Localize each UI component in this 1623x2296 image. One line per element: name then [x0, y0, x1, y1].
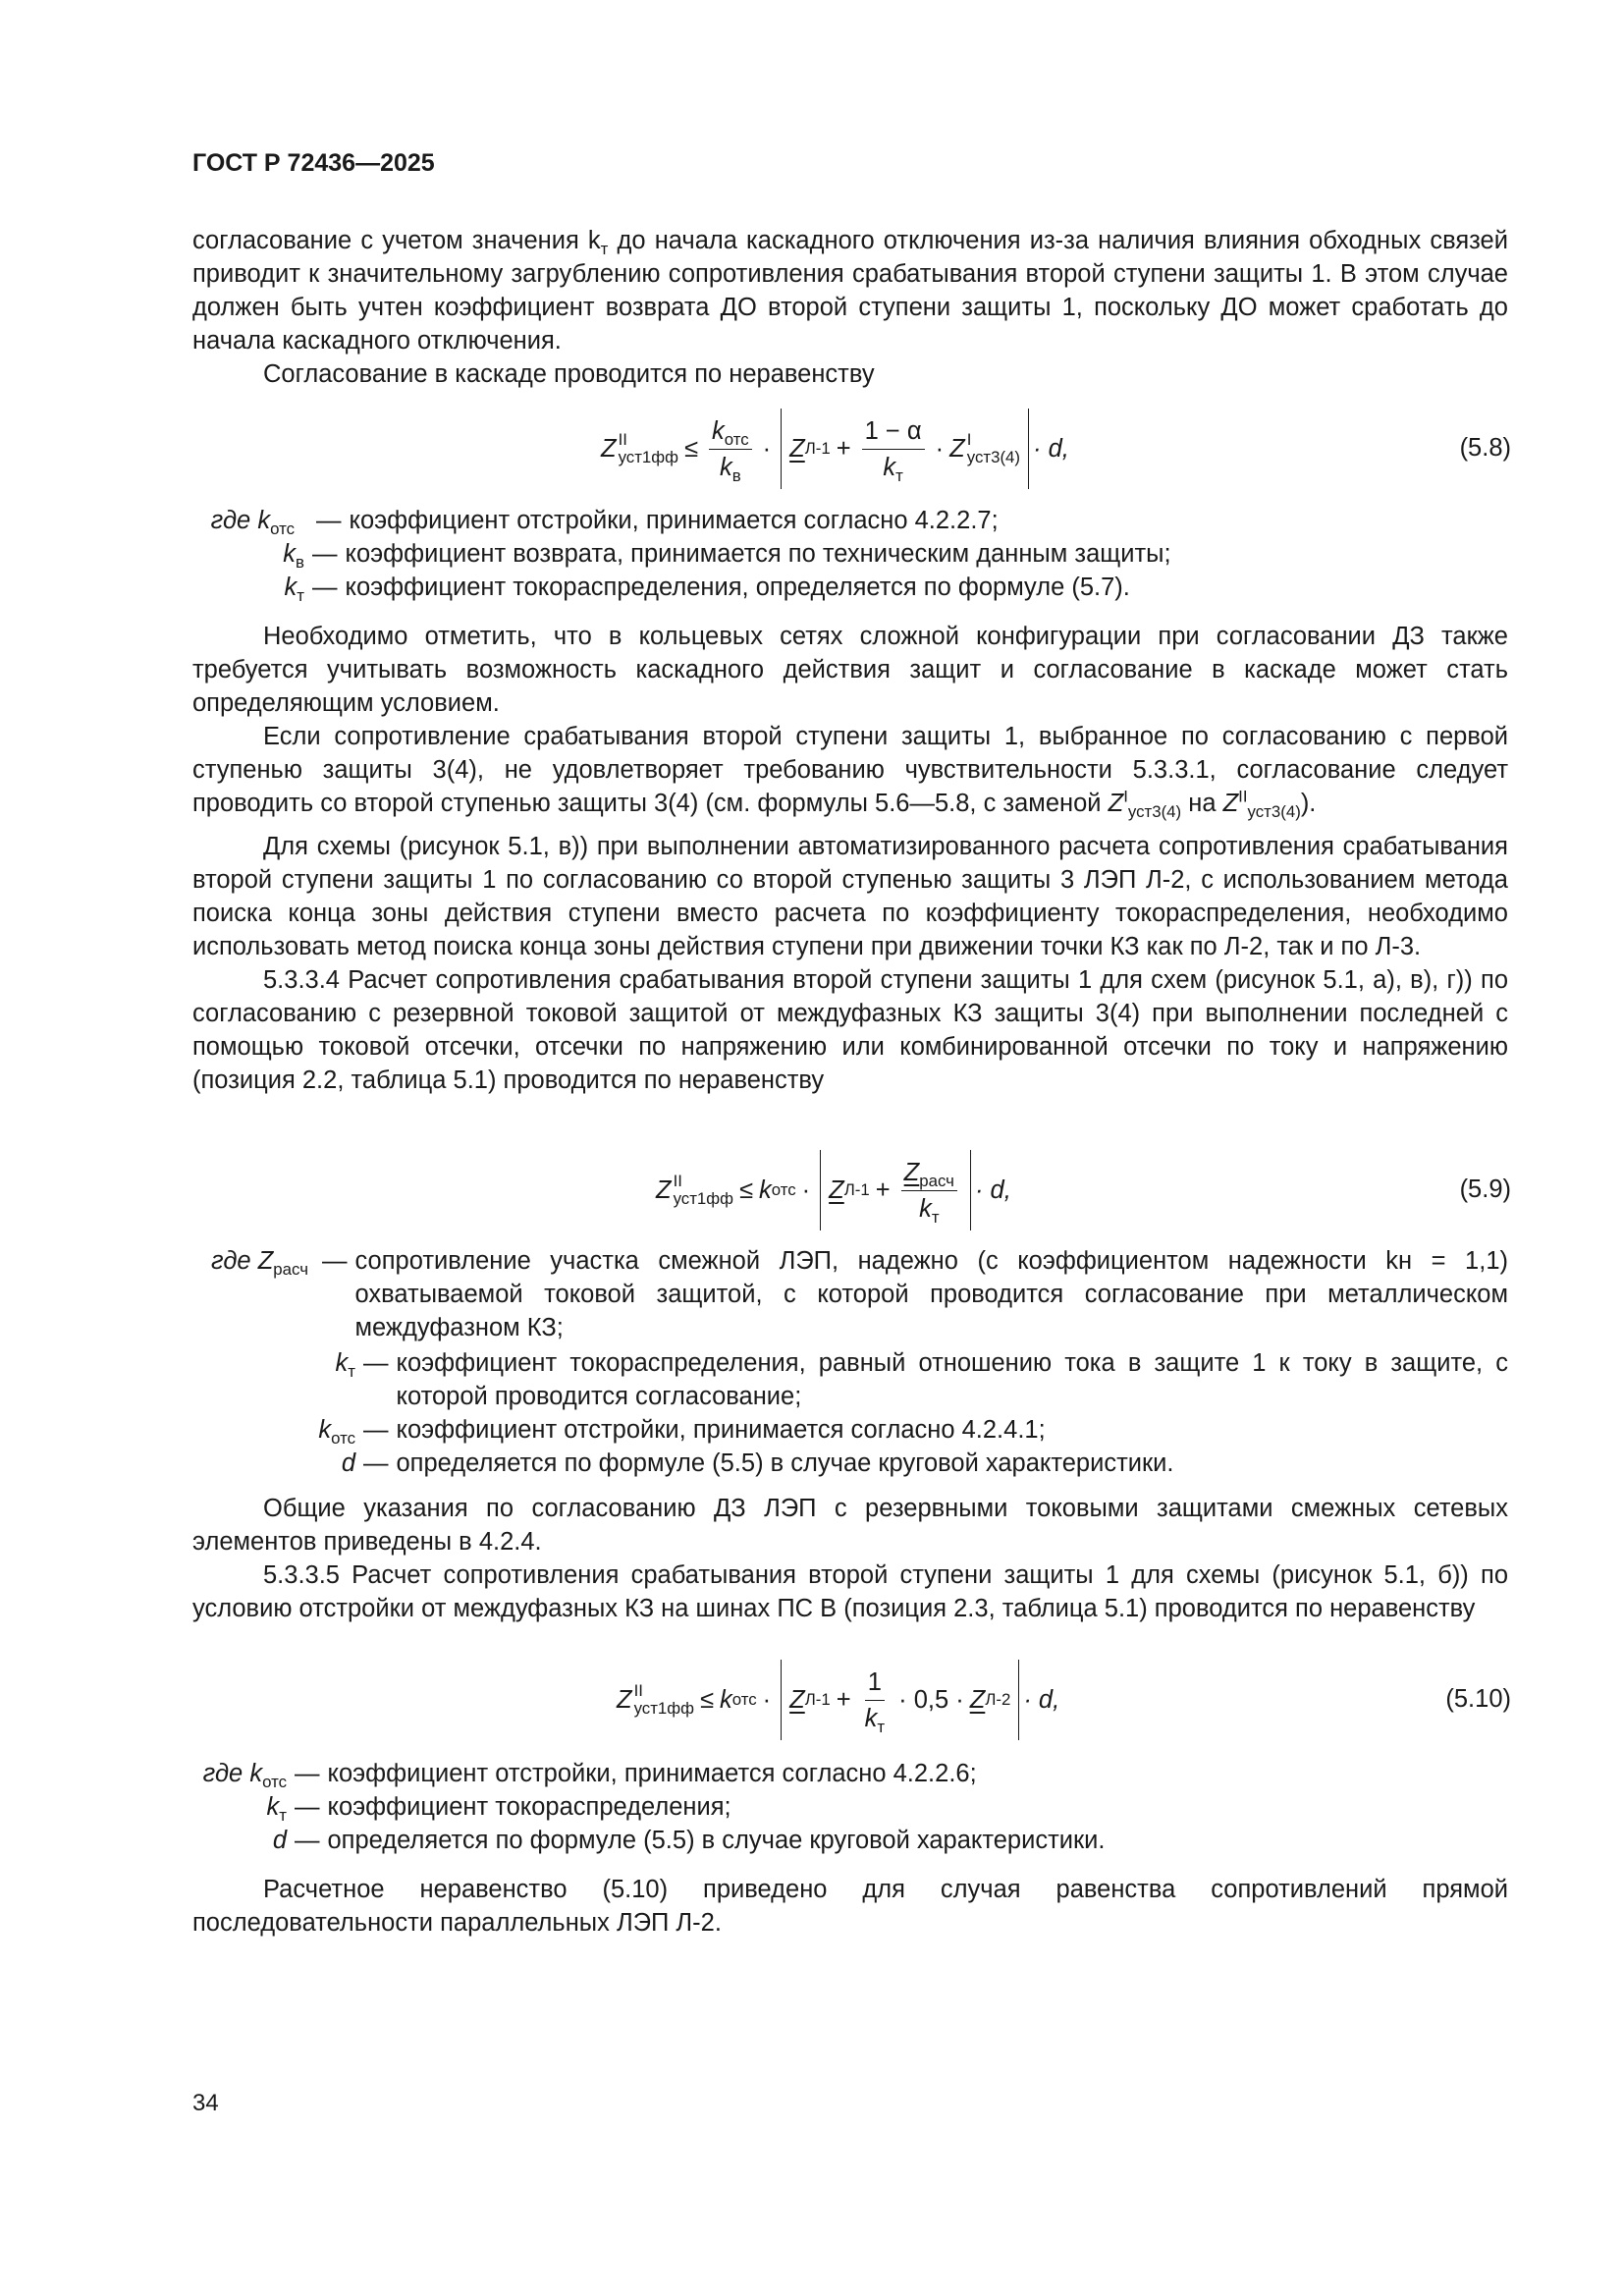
- text-block-2: [192, 620, 1508, 1097]
- document-header: ГОСТ Р 72436—2025: [192, 149, 435, 177]
- text-block-3: [192, 1492, 1508, 1625]
- definition-row: $k_т$ — коэффициент токораспределения, равный отношению тока в защите 1 к току в защите, с которой проводится согласование;: [335, 1349, 1508, 1410]
- formula-5-9: Z II уст1фф ≤ k отс · Z Л-1 + $\frac{Z_{расч}}{k_т}$ · d, (5.9): [0, 1149, 1623, 1231]
- definitions-5-8: [192, 504, 1508, 604]
- definition-row: где $k_{отс}$ — коэффициент отстройки, принимается согласно 4.2.2.6;: [202, 1760, 977, 1792]
- formula-5-8: Z II уст1фф ≤ $\frac{k_{отс}}{k_в}$ · Z Л-1 + $\frac{1 - \alpha}{k_т}$ · Z I уст3(4) · d, (5.8): [0, 408, 1623, 490]
- paragraph: 5.3.3.5 Расчет сопротивления срабатывания второй ступени защиты 1 для схемы (рисунок 5.1, б)) по условию отстройки от междуфазных КЗ на шинах ПС В (позиция 2.3, таблица 5.1) проводится по неравенству: [192, 1561, 1508, 1622]
- formula-number: (5.9): [1459, 1175, 1511, 1203]
- definition-row: $k_т$ — коэффициент токораспределения;: [266, 1793, 731, 1826]
- definition-row: d — определяется по формуле (5.5) в случае круговой характеристики.: [341, 1449, 1174, 1477]
- definition-row: где $k_{отс}$ — коэффициент отстройки, принимается согласно 4.2.2.7;: [210, 507, 999, 539]
- formula-number: (5.8): [1459, 434, 1511, 462]
- text-block-4: [192, 1873, 1508, 1940]
- formula-5-10: Z II уст1фф ≤ k отс · Z Л-1 + $\frac{1}{k_т}$ · 0,5 · Z Л-2 · d, (5.10): [0, 1659, 1623, 1741]
- definitions-5-10: [192, 1757, 1508, 1857]
- paragraph: 5.3.3.4 Расчет сопротивления срабатывания второй ступени защиты 1 для схем (рисунок 5.1, а), в), г)) по согласованию с резервной токовой защитой от междуфазных КЗ защиты 3(4) при выполнении последней с помощью токовой отсечки, отсечки по напряжению или комбинированной отсечки по току и напряжению (позиция 2.2, таблица 5.1) проводится по неравенству: [192, 966, 1508, 1094]
- formula-number: (5.10): [1445, 1685, 1511, 1713]
- paragraph: Расчетное неравенство (5.10) приведено для случая равенства сопротивлений прямой последовательности параллельных ЛЭП Л-2.: [192, 1876, 1508, 1937]
- text-block-1: [192, 224, 1508, 391]
- definition-row: $k_{отс}$ — коэффициент отстройки, принимается согласно 4.2.4.1;: [318, 1416, 1046, 1449]
- paragraph: Общие указания по согласованию ДЗ ЛЭП с резервными токовыми защитами смежных сетевых элементов приведены в 4.2.4.: [192, 1495, 1508, 1556]
- definition-row: где $Z_{расч}$ — сопротивление участка смежной ЛЭП, надежно (с коэффициентом надежности kн = 1,1) охватываемой токовой защитой, с которой проводится согласование при металлическом междуфазном КЗ;: [211, 1247, 1508, 1341]
- definition-row: $k_т$ — коэффициент токораспределения, определяется по формуле (5.7).: [284, 574, 1130, 606]
- definition-row: d — определяется по формуле (5.5) в случае круговой характеристики.: [272, 1827, 1106, 1854]
- paragraph: Для схемы (рисунок 5.1, в)) при выполнении автоматизированного расчета сопротивления срабатывания второй ступени защиты 1 по согласованию со второй ступенью защиты 3 ЛЭП Л-2, с использованием метода поиска конца зоны действия ступени вместо расчета по коэффициенту токораспределения, необходимо использовать метод поиска конца зоны действия ступени при движении точки КЗ как по Л-2, так и по Л-3.: [192, 833, 1508, 960]
- paragraph: Необходимо отметить, что в кольцевых сетях сложной конфигурации при согласовании ДЗ также требуется учитывать возможность каскадного действия защит и согласование в каскаде может стать определяющим условием.: [192, 623, 1508, 717]
- paragraph: Согласование в каскаде проводится по неравенству: [263, 360, 875, 388]
- paragraph: согласование с учетом значения $k_т$ до начала каскадного отключения из-за наличия влияния обходных связей приводит к значительному загрублению сопротивления срабатывания второй ступени защиты 1. В этом случае должен быть учтен коэффициент возврата ДО второй ступени защиты 1, поскольку ДО может сработать до начала каскадного отключения.: [192, 227, 1508, 355]
- paragraph: Если сопротивление срабатывания второй ступени защиты 1, выбранное по согласованию с первой ступенью защиты 3(4), не удовлетворяет требованию чувствительности 5.3.3.1, согласование следует проводить со второй ступенью защиты 3(4) (см. формулы 5.6—5.8, с заменой $Z^I_{уст3(4)}$ на $Z^{II}_{уст3(4)}$).: [192, 723, 1508, 822]
- page-number: 34: [192, 2090, 219, 2116]
- definitions-5-9: [192, 1244, 1508, 1480]
- definition-row: $k_в$ — коэффициент возврата, принимается по техническим данным защиты;: [283, 540, 1171, 573]
